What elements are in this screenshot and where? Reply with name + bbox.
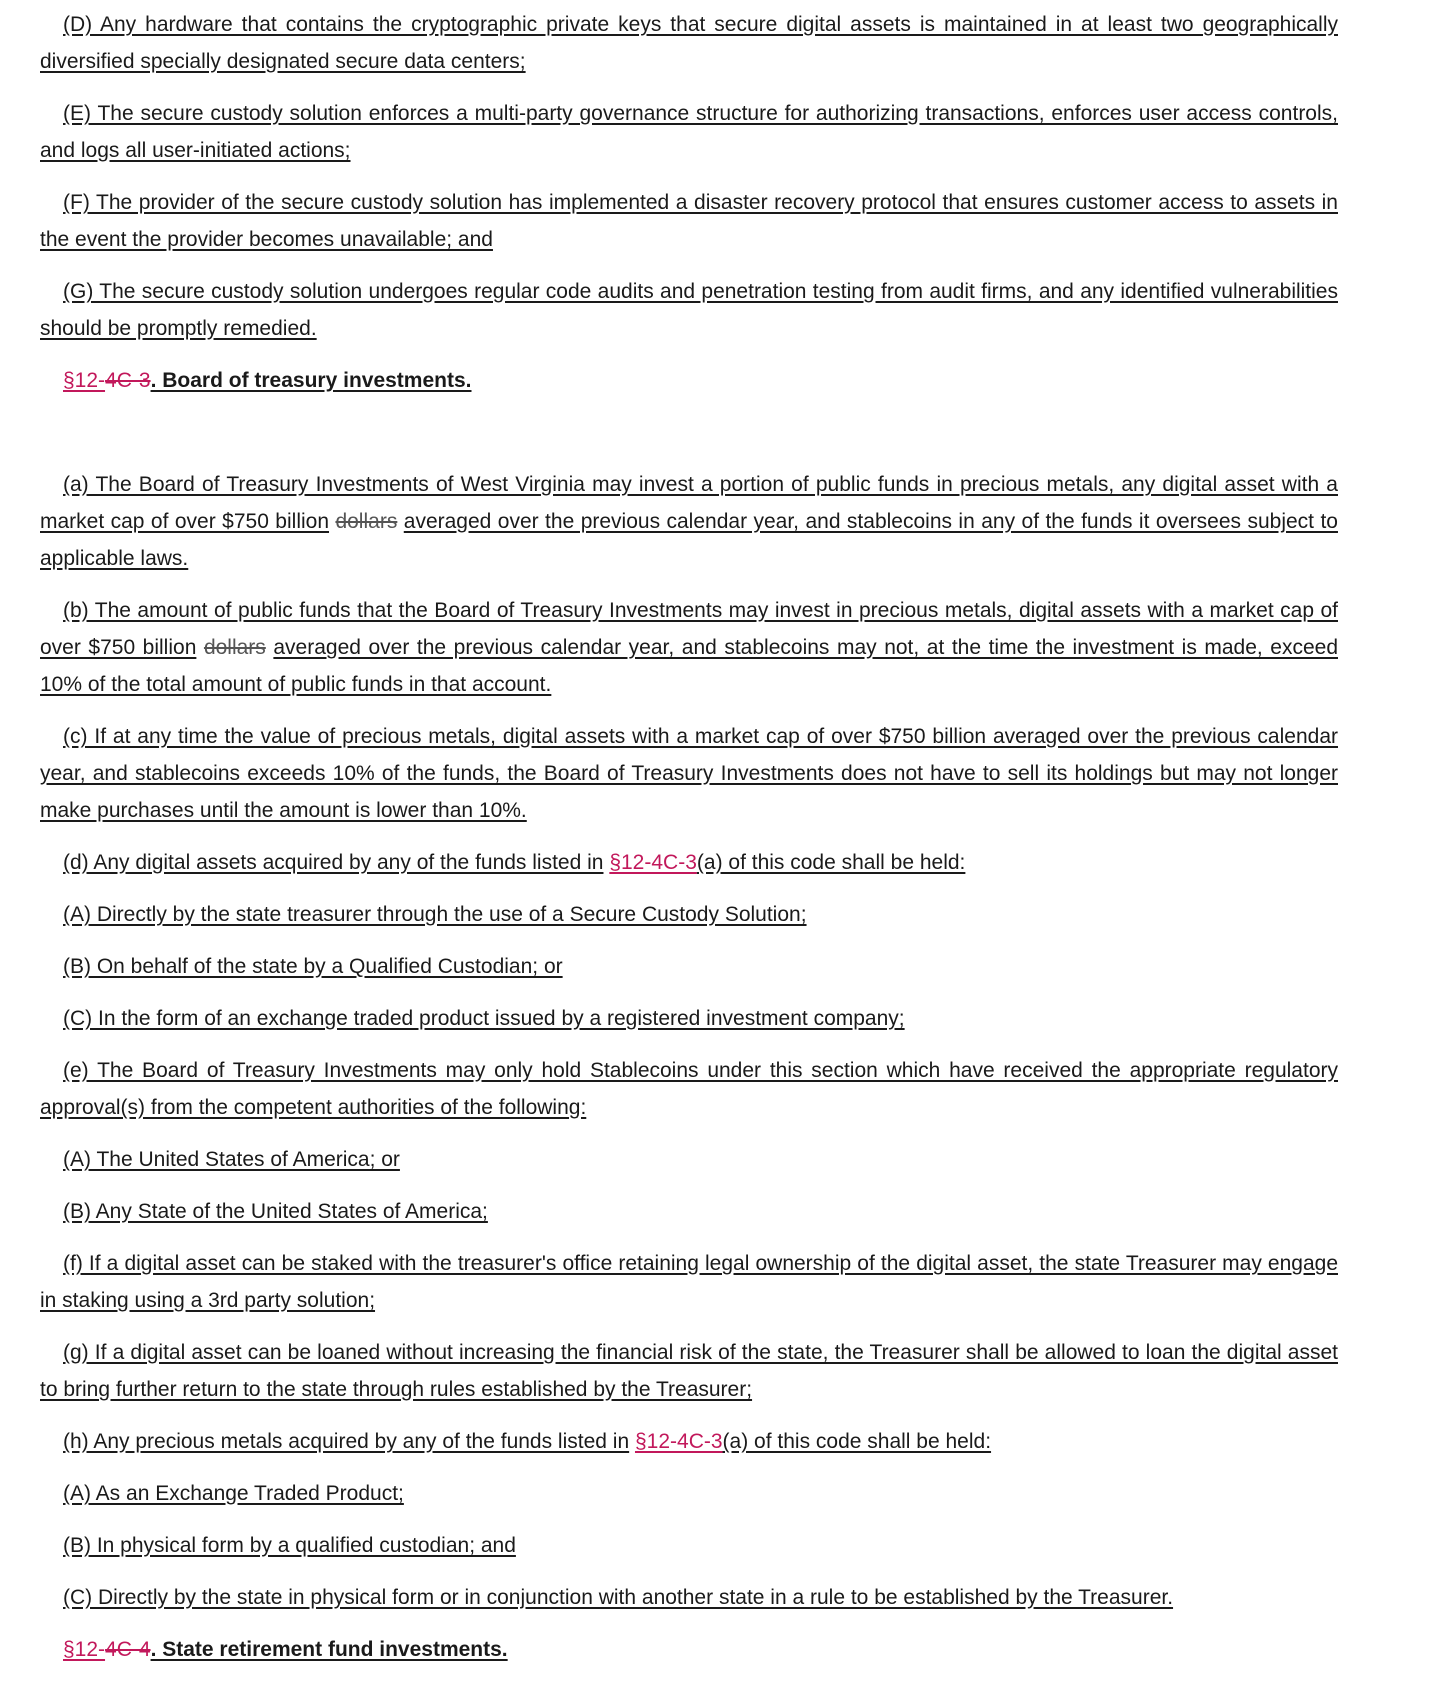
section-heading-12-4c-4 [40,1631,1338,1668]
list-item-d-a: (A) Directly by the state treasurer through the use of a Secure Custody Solution; [63,903,807,926]
paragraph-f-disaster-recovery: (F) The provider of the secure custody solution has implemented a disaster recovery protocol that ensures customer access to assets in the event the provider becomes unavailable; and [40,191,1338,251]
paragraph-h: (h) Any precious metals acquired by any of the funds listed in §12-4C-3(a) of this code shall be held: [63,1430,992,1453]
list-item-d-b: (B) On behalf of the state by a Qualified Custodian; or [63,955,563,978]
section-heading-12-4c-3 [40,362,1338,399]
section-reference: §12-4C-3 [634,1430,723,1453]
list-item-h-a: (A) As an Exchange Traded Product; [63,1482,404,1505]
struck-word: dollars [335,510,398,533]
list-item-e-a: (A) The United States of America; or [63,1148,400,1171]
paragraph-a: (a) The Board of Treasury Investments of West Virginia may invest a portion of public funds in precious metals, any digital asset with a market cap of over $750 billion dollars averaged over the previous calendar year, and stablecoins in any of the funds it oversees subject to applicable laws. [40,473,1338,570]
paragraph-d-hardware: (D) Any hardware that contains the cryptographic private keys that secure digital assets is maintained in at least two geographically diversified specially designated secure data centers; [40,13,1338,73]
paragraph-c: (c) If at any time the value of precious metals, digital assets with a market cap of over $750 billion averaged over the previous calendar year, and stablecoins exceeds 10% of the funds, the Board of Treasury Investments does not have to sell its holdings but may not longer make purchases until the amount is lower than 10%. [40,725,1338,822]
list-item-d-c: (C) In the form of an exchange traded product issued by a registered investment company; [63,1007,905,1030]
paragraph-d: (d) Any digital assets acquired by any of the funds listed in §12-4C-3(a) of this code shall be held: [63,851,966,874]
list-item-h-b: (B) In physical form by a qualified custodian; and [63,1534,516,1557]
paragraph-e: (e) The Board of Treasury Investments may only hold Stablecoins under this section which have received the appropriate regulatory approval(s) from the competent authorities of the following: [40,1059,1338,1119]
section-title: . State retirement fund investments. [150,1638,508,1661]
list-item-e-b: (B) Any State of the United States of America; [63,1200,488,1223]
section-number-deleted: 4C-3 [105,369,151,392]
paragraph-e-governance: (E) The secure custody solution enforces a multi-party governance structure for authorizing transactions, enforces user access controls, and logs all user-initiated actions; [40,102,1338,162]
section-number-deleted: 4C-4 [105,1638,151,1661]
section-prefix: §12- [63,1638,106,1661]
paragraph-b: (b) The amount of public funds that the Board of Treasury Investments may invest in precious metals, digital assets with a market cap of over $750 billion dollars averaged over the previous calendar year, and stablecoins may not, at the time the investment is made, exceed 10% of the total amount of public funds in that account. [40,599,1338,696]
paragraph-f: (f) If a digital asset can be staked with the treasurer's office retaining legal ownership of the digital asset, the state Treasurer may engage in staking using a 3rd party solution; [40,1252,1338,1312]
struck-word: dollars [203,636,266,659]
paragraph-g: (g) If a digital asset can be loaned without increasing the financial risk of the state, the Treasurer shall be allowed to loan the digital asset to bring further return to the state through rules established by the Treasurer; [40,1341,1338,1401]
section-title: . Board of treasury investments. [150,369,472,392]
section-reference: §12-4C-3 [609,851,697,874]
spacer [40,414,1338,466]
list-item-h-c: (C) Directly by the state in physical form or in conjunction with another state in a rule to be established by the Treasurer. [63,1586,1174,1609]
paragraph-g-audits: (G) The secure custody solution undergoes regular code audits and penetration testing from audit firms, and any identified vulnerabilities should be promptly remedied. [40,280,1338,340]
section-prefix: §12- [63,369,106,392]
